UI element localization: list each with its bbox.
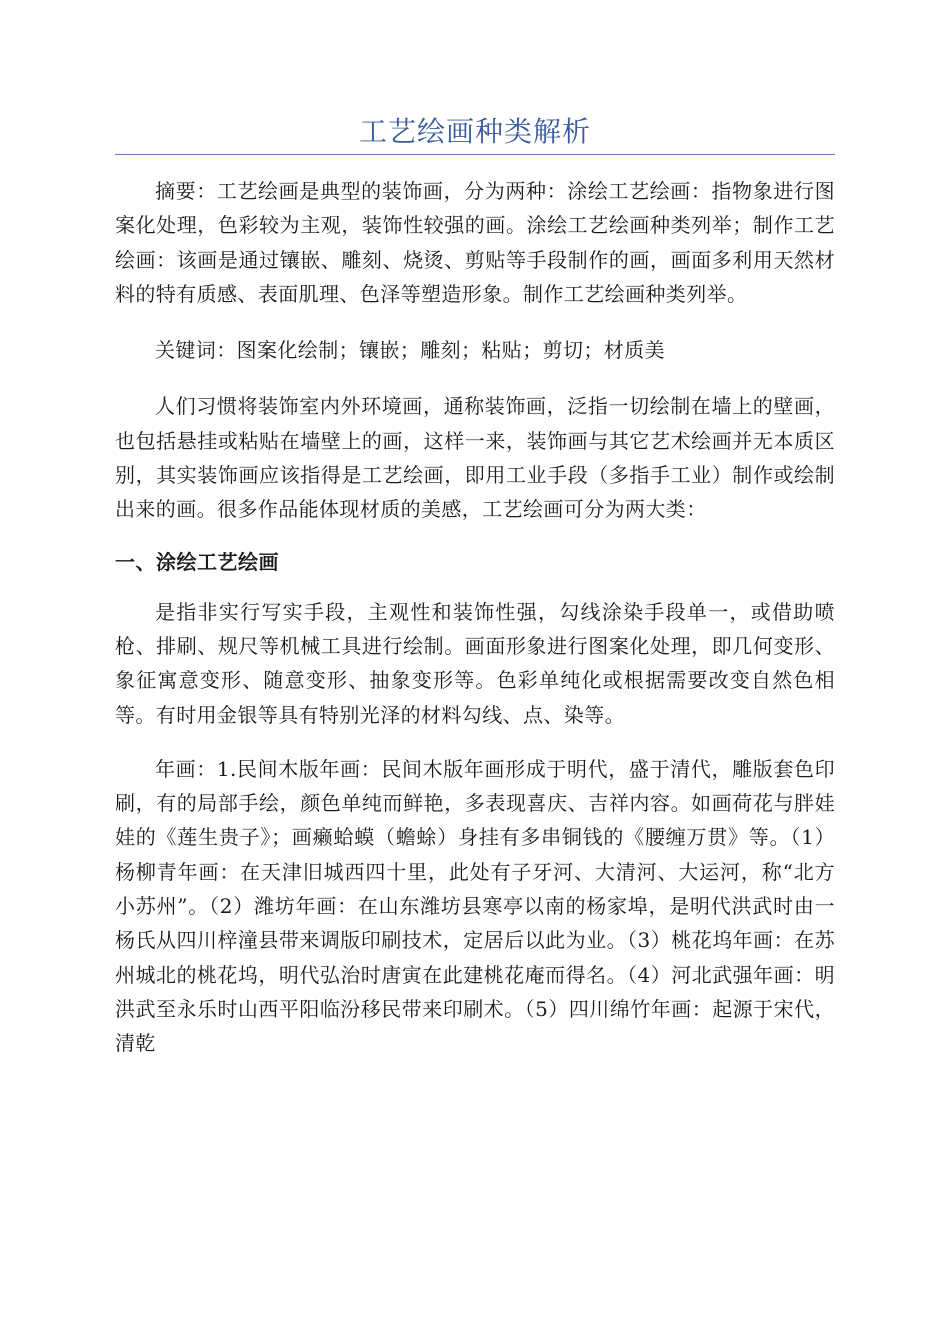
section-paragraph: 是指非实行写实手段，主观性和装饰性强，勾线涂染手段单一，或借助喷枪、排刷、规尺等机械工具进行绘制。画面形象进行图案化处理，即几何变形、象征寓意变形、随意变形、抽象变形等。色彩单纯化或根据需要改变自然色相等。有时用金银等具有特别光泽的材料勾线、点、染等。: [115, 599, 835, 727]
abstract-paragraph: 摘要：工艺绘画是典型的装饰画，分为两种：涂绘工艺绘画：指物象进行图案化处理，色彩较为主观，装饰性较强的画。涂绘工艺绘画种类列举；制作工艺绘画：该画是通过镶嵌、雕刻、烧烫、剪贴等手段制作的画，画面多利用天然材料的特有质感、表面肌理、色泽等塑造形象。制作工艺绘画种类列举。: [115, 179, 835, 306]
keywords-paragraph: 关键词：图案化绘制；镶嵌；雕刻；粘贴；剪切；材质美: [155, 338, 665, 363]
section-heading: 一、涂绘工艺绘画: [115, 549, 279, 574]
intro-paragraph: 人们习惯将装饰室内外环境画，通称装饰画，泛指一切绘制在墙上的壁画，也包括悬挂或粘贴在墙壁上的画，这样一来，装饰画与其它艺术绘画并无本质区别，其实装饰画应该指得是工艺绘画，即用工业手段（多指手工业）制作或绘制出来的画。很多作品能体现材质的美感，工艺绘画可分为两大类：: [115, 394, 835, 522]
document-body: [115, 174, 835, 1061]
document-title: 工艺绘画种类解析: [358, 115, 591, 148]
title-underline: [115, 154, 835, 155]
section-paragraph-nianhua: 年画：1.民间木版年画：民间木版年画形成于明代，盛于清代，雕版套色印刷，有的局部手绘，颜色单纯而鲜艳，多表现喜庆、吉祥内容。如画荷花与胖娃娃的《莲生贵子》；画癞蛤蟆（蟾蜍）身挂有多串铜钱的《腰缠万贯》等。（1）杨柳青年画：在天津旧城西四十里，此处有子牙河、大清河、大运河，称“北方小苏州”。（2）潍坊年画：在山东潍坊县寒亭以南的杨家埠，是明代洪武时由一杨氏从四川梓潼县带来调版印刷技术，定居后以此为业。（3）桃花坞年画：在苏州城北的桃花坞，明代弘治时唐寅在此建桃花庵而得名。（4）河北武强年画：明洪武至永乐时山西平阳临汾移民带来印刷术。（5）四川绵竹年画：起源于宋代，清乾: [115, 756, 835, 1056]
